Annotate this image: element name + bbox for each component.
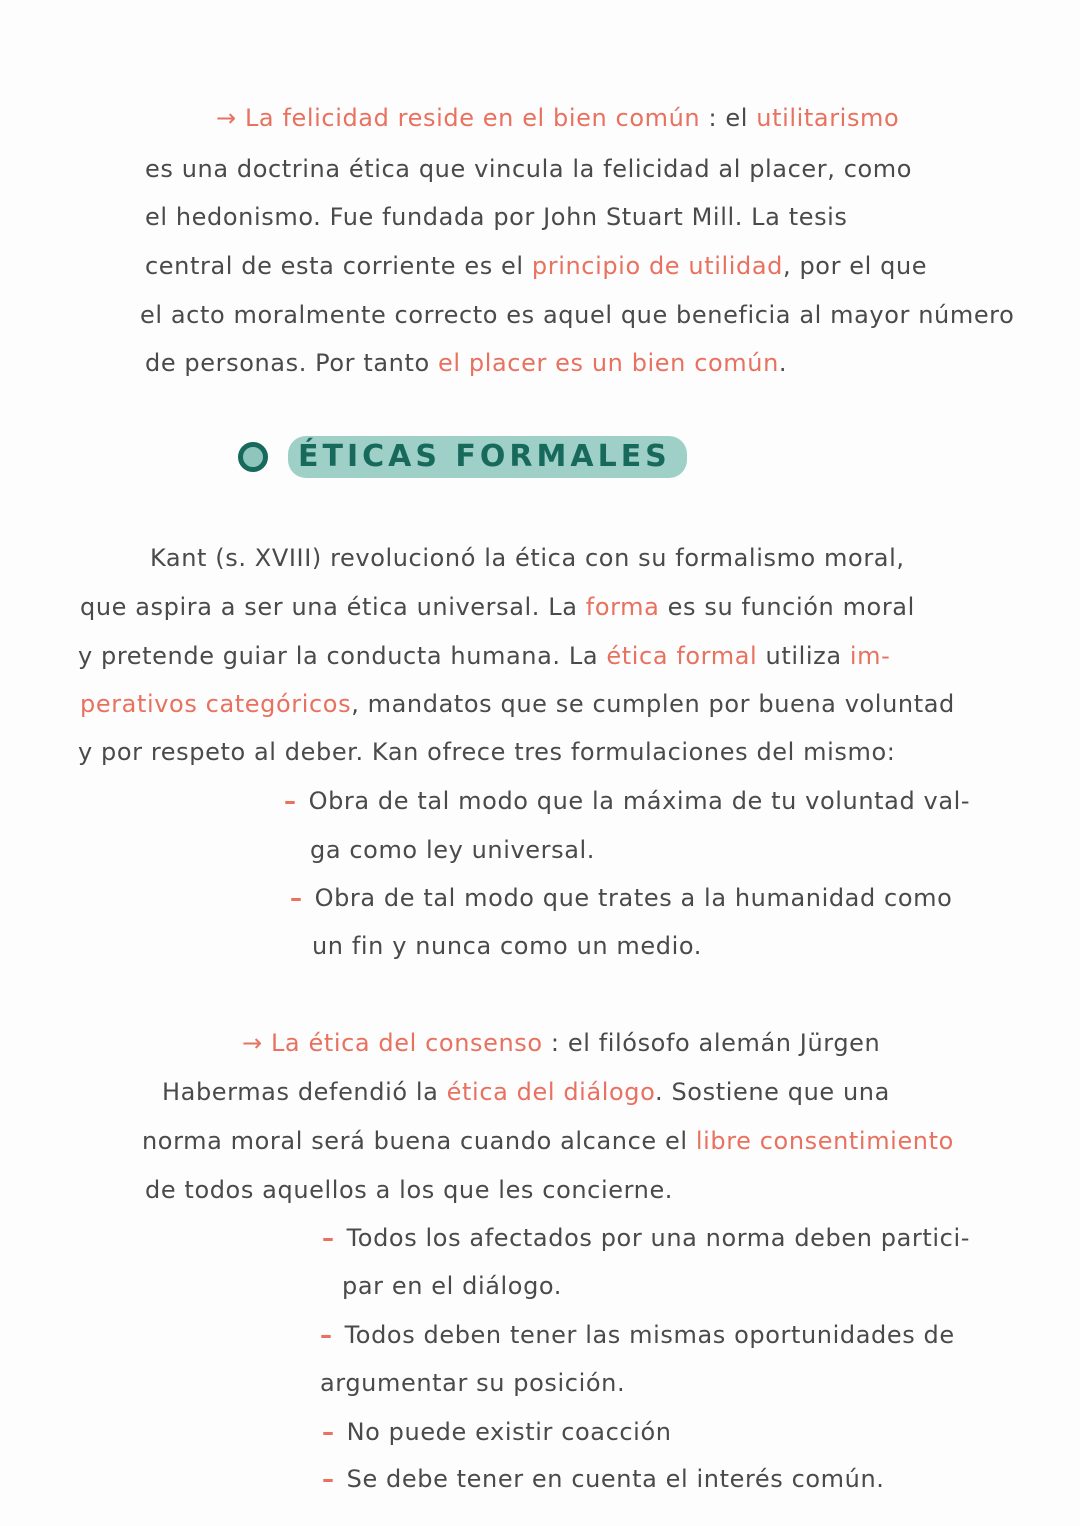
- text: , por el que: [783, 252, 928, 280]
- list-item: [320, 1319, 955, 1351]
- text: Todos los afectados por una norma deben partici-: [346, 1224, 970, 1252]
- list-item: [322, 1222, 970, 1254]
- text: . Sostiene que una: [655, 1078, 890, 1106]
- subheading-etica-consenso: La ética del consenso: [270, 1029, 543, 1057]
- text: No puede existir coacción: [346, 1418, 672, 1446]
- term-principio-utilidad: principio de utilidad: [531, 252, 783, 280]
- text: Obra de tal modo que trates a la humanidad como: [314, 884, 953, 912]
- term-etica-formal: ética formal: [606, 642, 758, 670]
- paragraph-line: [145, 347, 787, 379]
- dash-bullet-icon: –: [290, 884, 303, 912]
- paragraph-line: Kant (s. XVIII) revolucionó la ética con su formalismo moral,: [150, 544, 905, 572]
- list-item-continuation: argumentar su posición.: [320, 1369, 626, 1397]
- list-item: [322, 1416, 672, 1448]
- circle-bullet-icon: [238, 442, 268, 472]
- text: Todos deben tener las mismas oportunidades de: [344, 1321, 955, 1349]
- paragraph-line: [142, 1125, 954, 1157]
- dash-bullet-icon: –: [320, 1321, 333, 1349]
- text: y pretende guiar la conducta humana. La: [78, 642, 607, 670]
- paragraph-line: [78, 640, 890, 672]
- text: : el filósofo alemán Jürgen: [542, 1029, 881, 1057]
- list-item-continuation: ga como ley universal.: [310, 836, 596, 864]
- text: .: [778, 349, 788, 377]
- term-utilitarismo: utilitarismo: [756, 104, 900, 132]
- term-libre-consentimiento: libre consentimiento: [695, 1127, 954, 1155]
- term-placer-bien-comun: el placer es un bien común: [438, 349, 779, 377]
- arrow-icon: →: [216, 104, 237, 132]
- list-item: [284, 785, 970, 817]
- text: utiliza: [757, 642, 850, 670]
- paragraph-line: [80, 591, 915, 623]
- term-imperativos-categoricos: perativos categóricos: [80, 690, 352, 718]
- dash-bullet-icon: –: [322, 1418, 335, 1446]
- text: : el: [700, 104, 757, 132]
- section-heading: [238, 436, 687, 478]
- list-item-continuation: un fin y nunca como un medio.: [312, 932, 702, 960]
- list-item: [290, 882, 952, 914]
- paragraph-line: [80, 688, 955, 720]
- text: Habermas defendió la: [162, 1078, 447, 1106]
- paragraph-line: [162, 1076, 890, 1108]
- text: que aspira a ser una ética universal. La: [80, 593, 586, 621]
- consenso-heading-line: [242, 1027, 880, 1059]
- utilitarismo-heading-line: [216, 102, 899, 134]
- heading-eticas-formales: ÉTICAS FORMALES: [288, 436, 687, 478]
- dash-bullet-icon: –: [322, 1224, 335, 1252]
- subheading-felicidad: La felicidad reside en el bien común: [244, 104, 701, 132]
- term-etica-dialogo: ética del diálogo: [446, 1078, 656, 1106]
- paragraph-line: el acto moralmente correcto es aquel que beneficia al mayor número: [140, 301, 1015, 329]
- term-forma: forma: [585, 593, 660, 621]
- dash-bullet-icon: –: [284, 787, 297, 815]
- text: de personas. Por tanto: [145, 349, 439, 377]
- text: norma moral será buena cuando alcance el: [142, 1127, 696, 1155]
- paragraph-line: de todos aquellos a los que les concierne.: [145, 1176, 674, 1204]
- text: , mandatos que se cumplen por buena voluntad: [351, 690, 955, 718]
- term-imperativos-part1: im-: [849, 642, 891, 670]
- text: central de esta corriente es el: [145, 252, 532, 280]
- paragraph-line: el hedonismo. Fue fundada por John Stuart Mill. La tesis: [145, 203, 848, 231]
- text: es su función moral: [659, 593, 915, 621]
- text: Obra de tal modo que la máxima de tu voluntad val-: [308, 787, 971, 815]
- dash-bullet-icon: –: [322, 1465, 335, 1493]
- list-item: [322, 1463, 885, 1495]
- paragraph-line: es una doctrina ética que vincula la felicidad al placer, como: [145, 155, 913, 183]
- list-item-continuation: par en el diálogo.: [342, 1272, 562, 1300]
- text: Se debe tener en cuenta el interés común.: [346, 1465, 885, 1493]
- paragraph-line: [145, 250, 927, 282]
- paragraph-line: y por respeto al deber. Kan ofrece tres formulaciones del mismo:: [78, 738, 896, 766]
- arrow-icon: →: [242, 1029, 263, 1057]
